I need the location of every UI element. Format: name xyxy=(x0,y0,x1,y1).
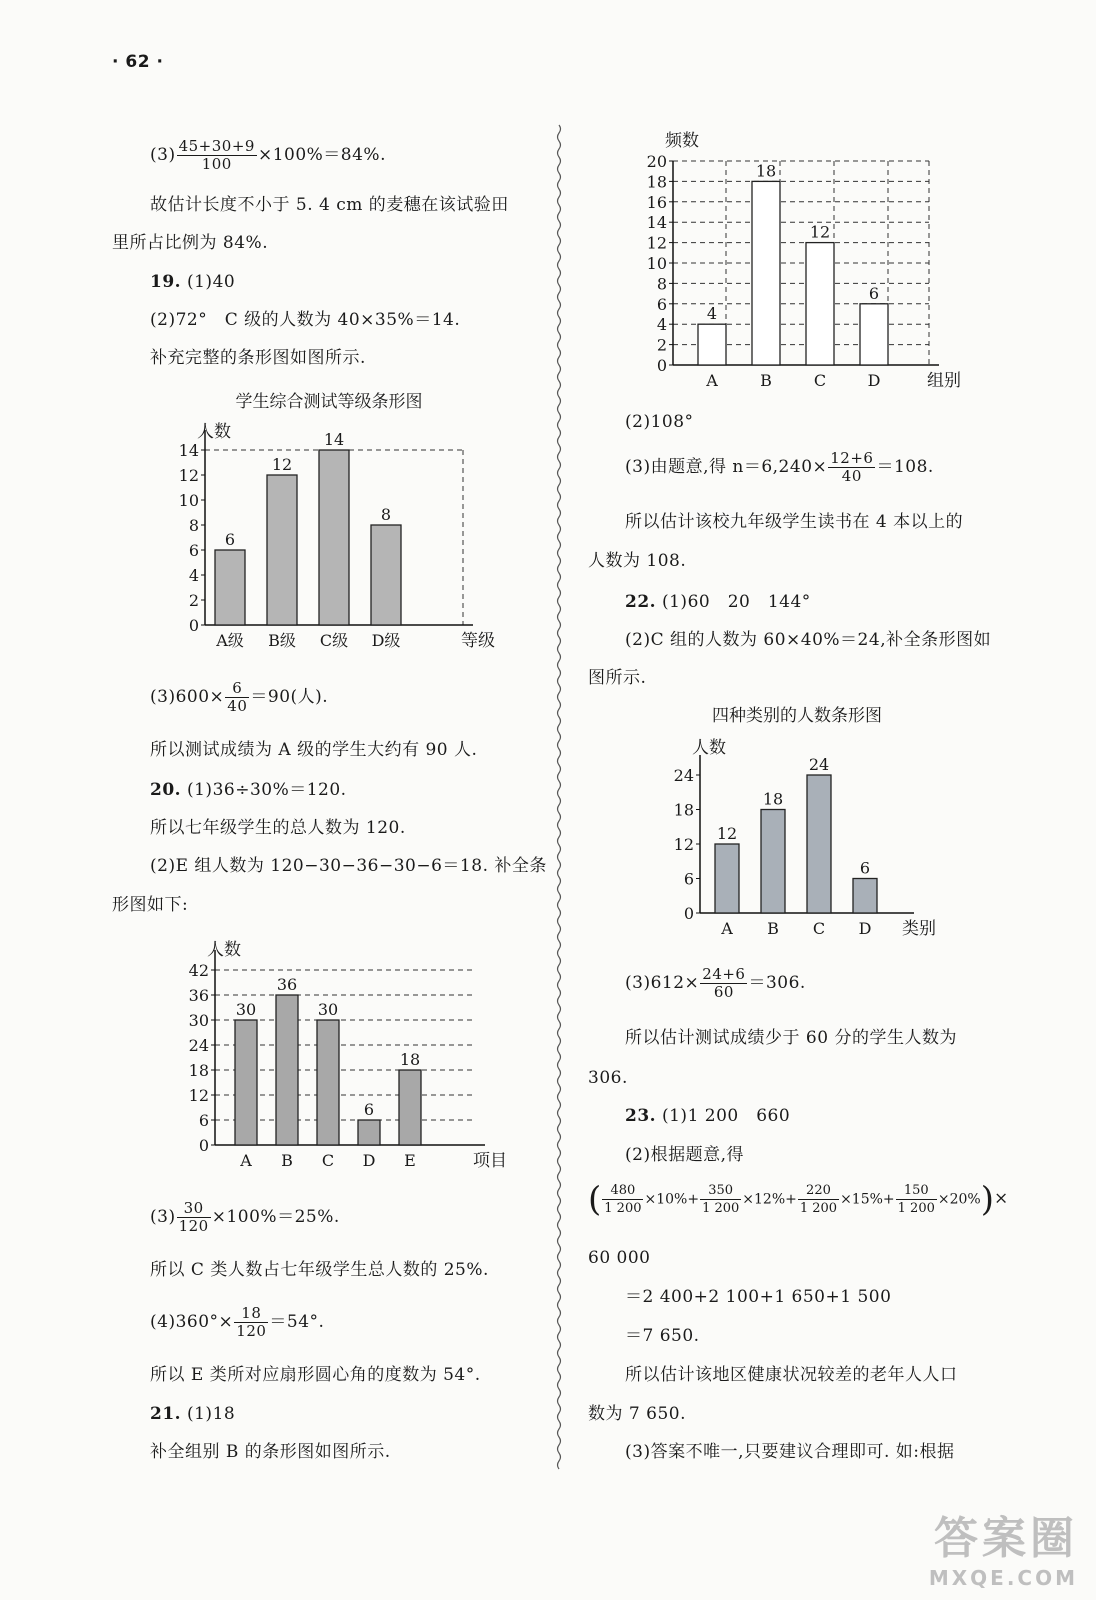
bar-value-label: 36 xyxy=(276,975,298,994)
bar xyxy=(371,525,401,625)
q19-line-3: 补充完整的条形图如图所示. xyxy=(150,348,366,368)
y-tick-label: 12 xyxy=(646,233,667,253)
q21-line-5: 所以估计该校九年级学生读书在 4 本以上的 xyxy=(625,512,964,532)
bar xyxy=(317,1020,339,1145)
x-tick-label: C xyxy=(321,1151,335,1170)
q23-line-3: 60 000 xyxy=(588,1248,651,1268)
chart-3 xyxy=(640,128,961,393)
q20-line-8: 所以 E 类所对应扇形圆心角的度数为 54°. xyxy=(150,1365,481,1385)
bar-value-label: 18 xyxy=(762,789,784,809)
y-tick-label: 0 xyxy=(656,356,667,375)
y-tick-label: 2 xyxy=(188,591,199,610)
x-tick-label: D xyxy=(867,371,881,390)
y-tick-label: 0 xyxy=(683,904,694,923)
x-axis-label: 组别 xyxy=(927,371,961,391)
q23-line-4: ＝2 400+2 100+1 650+1 500 xyxy=(625,1287,892,1307)
q18-line-2: 故估计长度不小于 5. 4 cm 的麦穗在该试验田 xyxy=(150,195,509,215)
y-tick-label: 16 xyxy=(646,192,667,212)
y-tick-label: 6 xyxy=(188,541,199,560)
q22-line-2: (2)C 组的人数为 60×40%＝24,补全条形图如 xyxy=(625,630,992,650)
q20-line-1: 20. (1)36÷30%＝120. xyxy=(150,780,347,800)
bar-value-label: 30 xyxy=(317,1000,339,1019)
watermark-logo: 答案圈 xyxy=(934,1513,1078,1564)
x-tick-label: B xyxy=(767,919,779,938)
y-tick-label: 12 xyxy=(673,835,694,854)
x-tick-label: B xyxy=(760,371,772,390)
x-tick-label: D xyxy=(858,919,872,938)
q23-line-8: (3)答案不唯一,只要建议合理即可. 如:根据 xyxy=(625,1442,955,1462)
page-number: · 62 · xyxy=(112,52,164,72)
y-tick-label: 6 xyxy=(656,294,667,314)
y-tick-label: 8 xyxy=(188,516,199,535)
q20-line-6: 所以 C 类人数占七年级学生总人数的 25%. xyxy=(150,1260,489,1280)
q22-line-1: 22. (1)60 20 144° xyxy=(625,592,811,612)
y-tick-label: 12 xyxy=(188,1086,209,1105)
chart-title: 学生综合测试等级条形图 xyxy=(235,392,423,412)
q23-line-5: ＝7 650. xyxy=(625,1326,700,1346)
chart-2 xyxy=(170,935,507,1175)
q23-line-1: 23. (1)1 200 660 xyxy=(625,1106,791,1126)
y-tick-label: 0 xyxy=(198,1136,209,1155)
y-tick-label: 6 xyxy=(198,1111,209,1130)
y-tick-label: 12 xyxy=(178,466,199,485)
q19-line-4: (3)600× $\frac{6}{40}$ ＝90(人). xyxy=(150,679,329,715)
bar-value-label: 12 xyxy=(809,222,831,242)
bar xyxy=(276,995,298,1145)
watermark-url: MXQE.COM xyxy=(928,1566,1078,1590)
q23-formula: ( $\frac{480}{1 200}$ ×10%+ $\frac{350}{1 200}$ ×12%+ $\frac{220}{1 200}$ ×15%+ $\frac{150}{1 200}$ ×20%)× xyxy=(588,1179,1009,1220)
y-axis-label: 人数 xyxy=(207,940,241,960)
x-tick-label: D xyxy=(362,1151,376,1170)
y-tick-label: 18 xyxy=(646,172,667,192)
q22-line-6: 306. xyxy=(588,1068,628,1088)
q19-line-5: 所以测试成绩为 A 级的学生大约有 90 人. xyxy=(150,740,478,760)
q23-line-6: 所以估计该地区健康状况较差的老年人人口 xyxy=(625,1365,958,1385)
q21-line-1: 21. (1)18 xyxy=(150,1404,236,1424)
x-tick-label: C xyxy=(812,919,826,938)
q20-line-7: (4)360°× $\frac{18}{120}$ ＝54°. xyxy=(150,1304,325,1340)
bar xyxy=(215,550,245,625)
q21-line-4: (3)由题意,得 n＝6,240× $\frac{12+6}{40}$ ＝108. xyxy=(625,449,934,485)
y-tick-label: 14 xyxy=(646,213,667,233)
y-tick-label: 36 xyxy=(188,986,209,1005)
x-tick-label: A xyxy=(721,919,733,938)
q21-line-2: 补全组别 B 的条形图如图所示. xyxy=(150,1442,391,1462)
x-tick-label: B级 xyxy=(268,631,296,650)
y-axis-label: 人数 xyxy=(197,422,231,442)
bar-value-label: 6 xyxy=(859,858,871,878)
y-tick-label: 2 xyxy=(656,335,667,355)
x-axis-label: 等级 xyxy=(461,631,495,651)
bar-value-label: 14 xyxy=(323,430,345,449)
x-axis-label: 类别 xyxy=(902,919,936,939)
y-tick-label: 10 xyxy=(646,254,667,273)
bar-value-label: 6 xyxy=(224,530,236,549)
q20-line-5: (3) $\frac{30}{120}$ ×100%＝25%. xyxy=(150,1199,340,1235)
y-tick-label: 4 xyxy=(656,315,667,335)
x-tick-label: A级 xyxy=(216,631,244,650)
bar xyxy=(807,775,831,913)
y-tick-label: 6 xyxy=(683,869,694,889)
bar-value-label: 6 xyxy=(363,1100,375,1119)
bar xyxy=(806,243,834,365)
bar xyxy=(853,879,877,914)
bar xyxy=(399,1070,421,1145)
q18-line-1: (3) $\frac{45+30+9}{100}$ ×100%＝84%. xyxy=(150,137,386,173)
watermark xyxy=(929,1502,1078,1590)
bar xyxy=(860,304,888,365)
y-tick-label: 0 xyxy=(188,616,199,635)
y-tick-label: 42 xyxy=(188,961,209,980)
y-tick-label: 24 xyxy=(673,766,694,785)
q21-line-3: (2)108° xyxy=(625,412,694,432)
bar-value-label: 12 xyxy=(716,824,738,843)
bar-value-label: 24 xyxy=(808,755,830,774)
q22-line-5: 所以估计测试成绩少于 60 分的学生人数为 xyxy=(625,1028,957,1048)
q20-line-3: (2)E 组人数为 120−30−36−30−6＝18. 补全条 xyxy=(150,856,547,876)
q22-line-4: (3)612× $\frac{24+6}{60}$ ＝306. xyxy=(625,965,806,1001)
y-tick-label: 18 xyxy=(188,1061,209,1080)
bar-value-label: 6 xyxy=(868,283,880,303)
y-tick-label: 4 xyxy=(188,566,199,585)
y-axis-label: 人数 xyxy=(692,738,726,758)
x-tick-label: C xyxy=(813,371,827,390)
y-tick-label: 8 xyxy=(656,274,667,294)
bar xyxy=(267,475,297,625)
bar xyxy=(319,450,349,625)
x-axis-label: 项目 xyxy=(473,1151,507,1171)
x-tick-label: C级 xyxy=(319,631,349,650)
chart-4 xyxy=(660,705,936,940)
q23-line-2: (2)根据题意,得 xyxy=(625,1145,744,1165)
q20-line-2: 所以七年级学生的总人数为 120. xyxy=(150,818,406,838)
bar xyxy=(698,324,726,365)
y-tick-label: 18 xyxy=(673,800,694,820)
bar xyxy=(358,1120,380,1145)
bar xyxy=(715,844,739,913)
chart-1 xyxy=(160,385,495,660)
bar-value-label: 12 xyxy=(271,455,293,474)
q22-line-3: 图所示. xyxy=(588,668,647,688)
bar xyxy=(235,1020,257,1145)
y-tick-label: 10 xyxy=(178,491,199,510)
y-tick-label: 24 xyxy=(188,1036,209,1055)
bar-value-label: 30 xyxy=(235,1000,257,1019)
q21-line-6: 人数为 108. xyxy=(588,551,687,571)
x-tick-label: E xyxy=(404,1151,416,1170)
bar xyxy=(752,181,780,365)
q20-line-4: 形图如下: xyxy=(112,895,189,915)
bar-value-label: 18 xyxy=(399,1050,421,1069)
x-tick-label: B xyxy=(281,1151,293,1170)
bar-value-label: 18 xyxy=(755,161,777,181)
x-tick-label: A xyxy=(240,1151,252,1170)
x-tick-label: D级 xyxy=(371,631,401,650)
q19-line-2: (2)72° C 级的人数为 40×35%＝14. xyxy=(150,310,461,330)
y-tick-label: 30 xyxy=(188,1011,209,1030)
bar-value-label: 8 xyxy=(380,505,392,524)
q18-line-3: 里所占比例为 84%. xyxy=(112,233,269,253)
y-tick-label: 20 xyxy=(646,152,667,171)
q23-line-7: 数为 7 650. xyxy=(588,1404,686,1424)
x-tick-label: A xyxy=(706,371,718,390)
q19-line-1: 19. (1)40 xyxy=(150,272,236,292)
y-axis-label: 频数 xyxy=(665,131,699,151)
y-tick-label: 14 xyxy=(178,441,199,460)
bar xyxy=(761,810,785,914)
chart-title: 四种类别的人数条形图 xyxy=(712,706,882,726)
bar-value-label: 4 xyxy=(706,304,718,324)
column-divider xyxy=(556,125,562,1465)
